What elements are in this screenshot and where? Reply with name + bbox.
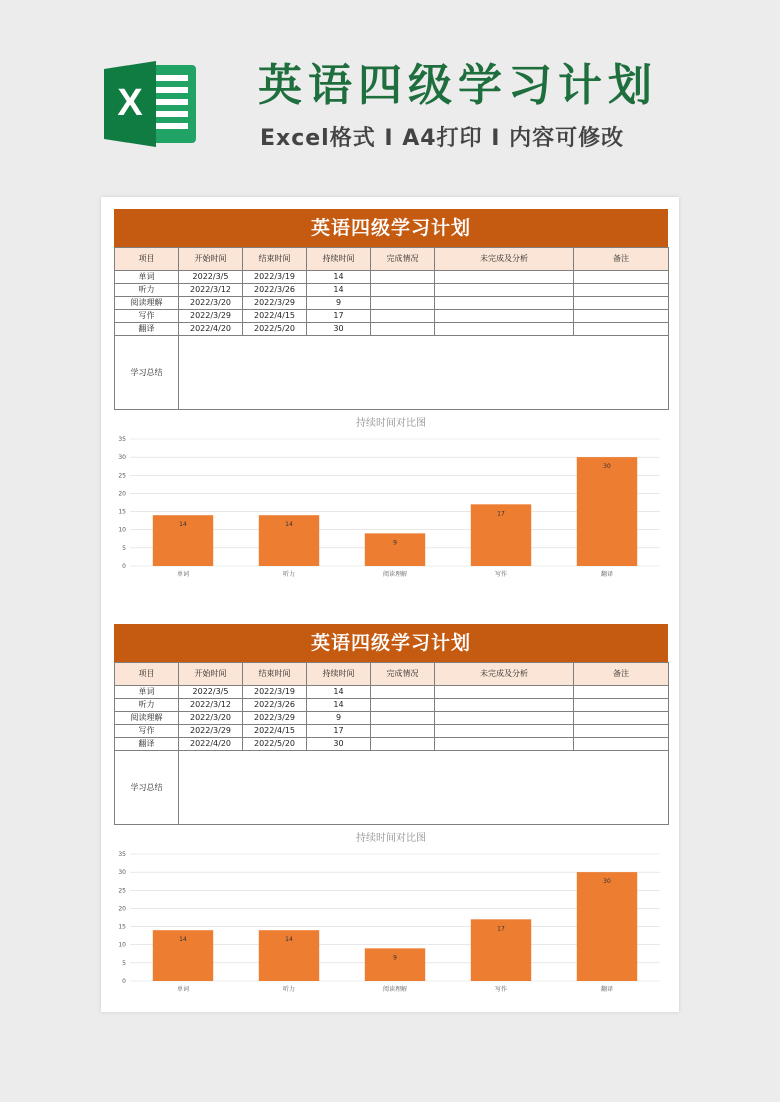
table-cell[interactable] [574,686,669,699]
summary-field[interactable] [179,336,669,410]
table-cell[interactable]: 2022/3/20 [179,297,243,310]
table-cell[interactable]: 14 [307,699,371,712]
table-row [115,738,669,751]
table-cell[interactable]: 2022/4/15 [243,725,307,738]
table-cell[interactable] [574,699,669,712]
table-cell[interactable] [371,271,435,284]
table-cell[interactable]: 2022/5/20 [243,323,307,336]
table-row [115,271,669,284]
table-cell[interactable] [574,712,669,725]
table-row [115,712,669,725]
table-cell[interactable] [371,284,435,297]
col-header-item: 项目 [115,663,179,686]
table-header-row [115,663,669,686]
col-header-end: 结束时间 [243,248,307,271]
sheet-banner: 英语四级学习计划 [114,624,668,662]
table-cell[interactable]: 14 [307,284,371,297]
table-cell[interactable] [435,284,574,297]
y-tick-label: 30 [118,869,126,877]
x-tick-label: 翻译 [600,571,614,578]
table-cell[interactable]: 17 [307,310,371,323]
logo-letter: X [117,82,143,124]
table-row [115,323,669,336]
summary-label: 学习总结 [115,336,179,410]
bar-chart-svg [114,826,668,994]
table-cell[interactable]: 14 [307,686,371,699]
table-cell[interactable]: 14 [307,271,371,284]
y-tick-label: 15 [118,508,126,516]
table-cell[interactable]: 听力 [115,284,179,297]
table-cell[interactable]: 17 [307,725,371,738]
table-row [115,699,669,712]
table-cell[interactable]: 翻译 [115,323,179,336]
table-cell[interactable] [435,271,574,284]
table-cell[interactable] [435,323,574,336]
col-header-status: 完成情况 [371,248,435,271]
table-cell[interactable]: 2022/4/20 [179,323,243,336]
col-header-duration: 持续时间 [307,248,371,271]
bar-chart-svg [114,411,668,579]
table-cell[interactable]: 2022/5/20 [243,738,307,751]
table-cell[interactable] [574,271,669,284]
table-cell[interactable] [435,725,574,738]
table-cell[interactable] [435,686,574,699]
col-header-notes: 备注 [574,663,669,686]
excel-icon [100,55,200,153]
summary-row [115,336,669,410]
data-label: 14 [285,521,293,529]
col-header-item: 项目 [115,248,179,271]
page-title: 英语四级学习计划 [258,60,658,111]
table-cell[interactable]: 写作 [115,725,179,738]
table-cell[interactable]: 2022/3/19 [243,686,307,699]
table-cell[interactable]: 2022/3/29 [179,725,243,738]
col-header-analysis: 未完成及分析 [435,248,574,271]
table-cell[interactable]: 2022/3/19 [243,271,307,284]
table-cell[interactable]: 9 [307,297,371,310]
summary-row [115,751,669,825]
table-cell[interactable]: 翻译 [115,738,179,751]
table-cell[interactable]: 2022/4/15 [243,310,307,323]
table-cell[interactable]: 2022/4/20 [179,738,243,751]
x-tick-label: 单词 [176,986,190,993]
y-tick-label: 0 [122,563,126,570]
table-cell[interactable]: 2022/3/26 [243,699,307,712]
data-label: 17 [497,925,505,933]
table-cell[interactable]: 2022/3/5 [179,271,243,284]
col-header-start: 开始时间 [179,248,243,271]
table-cell[interactable]: 2022/3/29 [243,712,307,725]
col-header-end: 结束时间 [243,663,307,686]
table-cell[interactable] [574,284,669,297]
table-cell[interactable] [371,725,435,738]
table-cell[interactable] [371,686,435,699]
table-row [115,284,669,297]
duration-chart [114,411,668,579]
x-tick-label: 翻译 [600,986,614,993]
chart-title: 持续时间对比图 [356,418,426,429]
table-cell[interactable] [574,738,669,751]
table-row [115,725,669,738]
table-cell[interactable]: 30 [307,738,371,751]
summary-label: 学习总结 [115,751,179,825]
table-cell[interactable] [574,323,669,336]
table-cell[interactable] [435,738,574,751]
col-header-notes: 备注 [574,248,669,271]
x-tick-label: 听力 [282,571,296,578]
y-tick-label: 25 [118,887,126,895]
table-cell[interactable] [371,323,435,336]
table-cell[interactable]: 2022/3/12 [179,284,243,297]
y-tick-label: 5 [122,544,126,552]
x-tick-label: 单词 [176,571,190,578]
x-tick-label: 写作 [494,986,508,993]
table-cell[interactable]: 听力 [115,699,179,712]
y-tick-label: 15 [118,923,126,931]
table-cell[interactable] [574,725,669,738]
y-tick-label: 10 [118,526,126,534]
table-cell[interactable]: 阅读理解 [115,297,179,310]
page-header [0,0,780,190]
y-tick-label: 20 [118,490,126,498]
table-cell[interactable]: 2022/3/20 [179,712,243,725]
table-row [115,686,669,699]
table-cell[interactable]: 阅读理解 [115,712,179,725]
y-tick-label: 5 [122,959,126,967]
bar [365,533,425,566]
table-cell[interactable]: 2022/3/29 [243,297,307,310]
table-cell[interactable] [371,699,435,712]
data-label: 14 [285,936,293,944]
table-cell[interactable]: 单词 [115,271,179,284]
data-label: 9 [393,539,397,547]
y-tick-label: 10 [118,941,126,949]
bar [577,457,637,566]
plan-table [114,247,669,410]
table-cell[interactable]: 2022/3/12 [179,699,243,712]
table-row [115,297,669,310]
col-header-analysis: 未完成及分析 [435,663,574,686]
table-header-row [115,248,669,271]
bar [577,872,637,981]
table-cell[interactable] [371,310,435,323]
data-label: 30 [603,878,611,886]
table-cell[interactable]: 2022/3/5 [179,686,243,699]
plan-table [114,662,669,825]
table-row [115,310,669,323]
page-subtitle: Excel格式 I A4打印 I 内容可修改 [260,126,625,151]
table-cell[interactable] [435,310,574,323]
y-tick-label: 35 [118,851,126,858]
table-cell[interactable] [371,738,435,751]
data-label: 30 [603,463,611,471]
table-cell[interactable] [574,297,669,310]
table-cell[interactable] [435,297,574,310]
data-label: 14 [179,936,187,944]
col-header-start: 开始时间 [179,663,243,686]
table-cell[interactable] [435,712,574,725]
sheet-banner: 英语四级学习计划 [114,209,668,247]
summary-field[interactable] [179,751,669,825]
duration-chart [114,826,668,994]
x-tick-label: 写作 [494,571,508,578]
bar [365,948,425,981]
table-cell[interactable] [574,310,669,323]
data-label: 9 [393,954,397,962]
y-tick-label: 0 [122,978,126,985]
y-tick-label: 20 [118,905,126,913]
table-cell[interactable]: 30 [307,323,371,336]
plan-sheet-2 [114,624,668,994]
plan-sheet-1 [114,209,668,579]
table-cell[interactable]: 9 [307,712,371,725]
table-cell[interactable]: 单词 [115,686,179,699]
y-tick-label: 30 [118,454,126,462]
table-cell[interactable]: 2022/3/26 [243,284,307,297]
x-tick-label: 听力 [282,986,296,993]
y-tick-label: 35 [118,436,126,443]
x-tick-label: 阅读理解 [382,571,408,578]
table-cell[interactable] [435,699,574,712]
chart-title: 持续时间对比图 [356,833,426,844]
table-cell[interactable]: 2022/3/29 [179,310,243,323]
y-tick-label: 25 [118,472,126,480]
table-cell[interactable]: 写作 [115,310,179,323]
table-cell[interactable] [371,712,435,725]
data-label: 17 [497,510,505,518]
data-label: 14 [179,521,187,529]
col-header-duration: 持续时间 [307,663,371,686]
col-header-status: 完成情况 [371,663,435,686]
table-cell[interactable] [371,297,435,310]
x-tick-label: 阅读理解 [382,986,408,993]
